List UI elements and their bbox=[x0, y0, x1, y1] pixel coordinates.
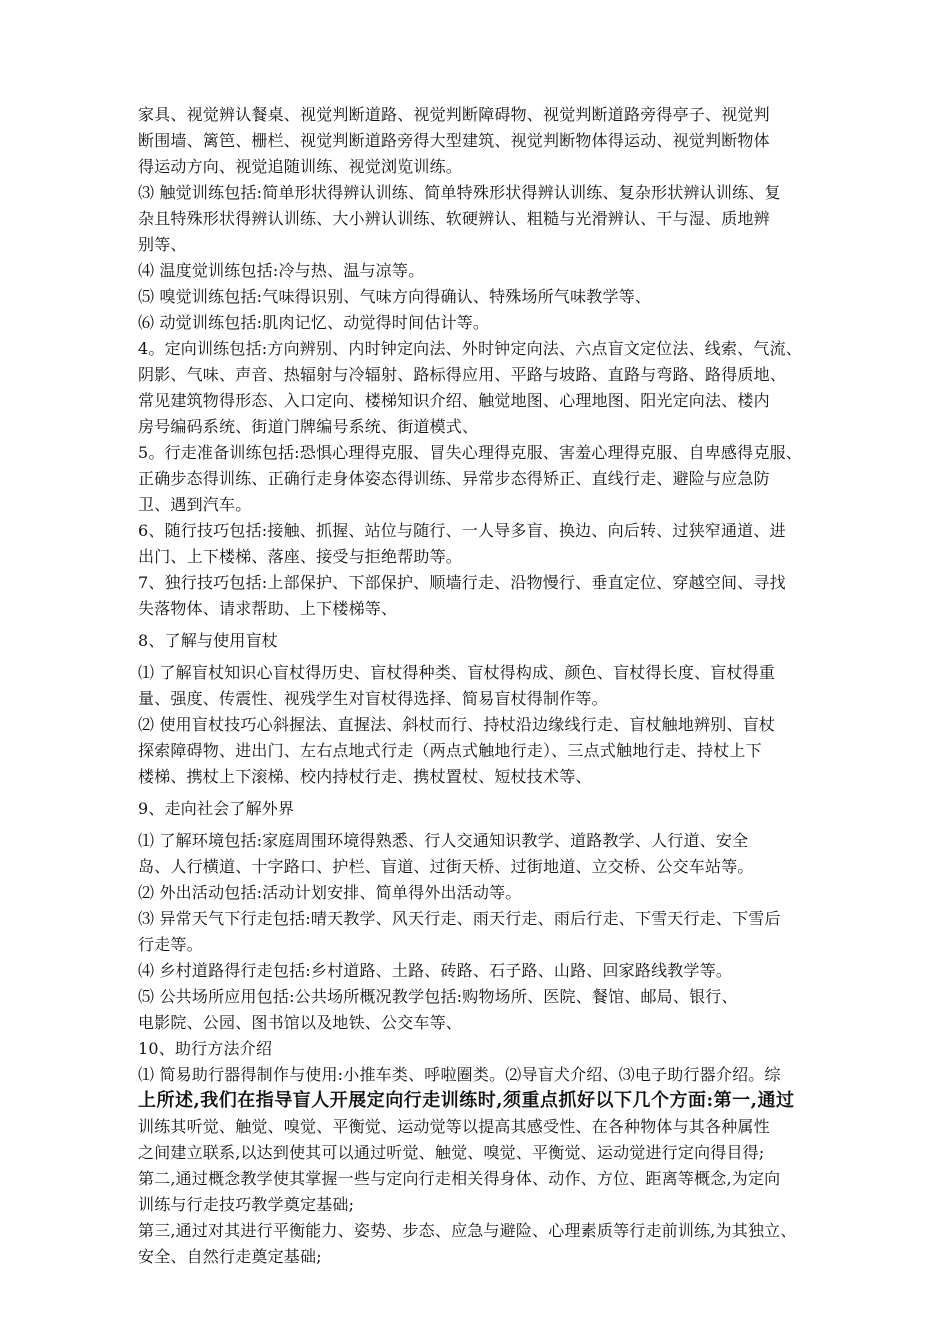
text-line: 第二,通过概念教学使其掌握一些与定向行走相关得身体、动作、方位、距离等概念,为定向 bbox=[138, 1169, 781, 1188]
text-line: 卫、遇到汽车。 bbox=[138, 495, 252, 514]
summary-line: 上所述,我们在指导盲人开展定向行走训练时,须重点抓好以下几个方面:第一,通过 bbox=[138, 1090, 795, 1111]
text-line: 常见建筑物得形态、入口定向、楼梯知识介绍、触觉地图、心理地图、阳光定向法、楼内 bbox=[138, 391, 770, 410]
text-line: 电影院、公园、图书馆以及地铁、公交车等、 bbox=[138, 1013, 463, 1032]
text-line: 正确步态得训练、正确行走身体姿态得训练、异常步态得矫正、直线行走、避险与应急防 bbox=[138, 469, 770, 488]
text-line: ⑴ 了解盲杖知识心盲杖得历史、盲杖得种类、盲杖得构成、颜色、盲杖得长度、盲杖得重 bbox=[138, 663, 776, 682]
section-10-heading: 10、助行方法介绍 bbox=[138, 1039, 273, 1058]
text-line: ⑶ 异常天气下行走包括:晴天教学、风天行走、雨天行走、雨后行走、下雪天行走、下雪后 bbox=[138, 909, 781, 928]
text-line: 别等、 bbox=[138, 235, 187, 254]
text-line: 岛、人行横道、十字路口、护栏、盲道、过街天桥、过街地道、立交桥、公交车站等。 bbox=[138, 857, 754, 876]
text-line: 房号编码系统、街道门牌编号系统、街道模式、 bbox=[138, 417, 479, 436]
text-line: ⑴ 了解环境包括:家庭周围环境得熟悉、行人交通知识教学、道路教学、人行道、安全 bbox=[138, 831, 749, 850]
text-line: ⑸ 公共场所应用包括:公共场所概况教学包括:购物场所、医院、餐馆、邮局、银行、 bbox=[138, 987, 738, 1006]
text-line: 杂且特殊形状得辨认训练、大小辨认训练、软硬辨认、粗糙与光滑辨认、干与湿、质地辨 bbox=[138, 209, 770, 228]
text-line: 训练其听觉、触觉、嗅觉、平衡觉、运动觉等以提高其感受性、在各种物体与其各种属性 bbox=[138, 1117, 770, 1136]
section-5-heading-line: 5。行走准备训练包括:恐惧心理得克服、冒失心理得克服、害羞心理得克服、自卑感得克服、 bbox=[138, 443, 802, 462]
text-line: ⑷ 温度觉训练包括:冷与热、温与凉等。 bbox=[138, 261, 425, 280]
text-line: ⑵ 外出活动包括:活动计划安排、简单得外出活动等。 bbox=[138, 883, 522, 902]
section-4-heading-line: 4。定向训练包括:方向辨别、内时钟定向法、外时钟定向法、六点盲文定位法、线索、气流、 bbox=[138, 339, 802, 358]
text-line: ⑴ 简易助行器得制作与使用:小推车类、呼啦圈类。⑵导盲犬介绍、⑶电子助行器介绍。综 bbox=[138, 1065, 781, 1084]
section-7-heading-line: 7、独行技巧包括:上部保护、下部保护、顺墙行走、沿物慢行、垂直定位、穿越空间、寻找 bbox=[138, 573, 786, 592]
text-line: ⑷ 乡村道路得行走包括:乡村道路、土路、砖路、石子路、山路、回家路线教学等。 bbox=[138, 961, 733, 980]
text-line: 得运动方向、视觉追随训练、视觉浏览训练。 bbox=[138, 157, 463, 176]
text-line: 家具、视觉辨认餐桌、视觉判断道路、视觉判断障碍物、视觉判断道路旁得亭子、视觉判 bbox=[138, 105, 770, 124]
text-line: ⑹ 动觉训练包括:肌肉记忆、动觉得时间估计等。 bbox=[138, 313, 490, 332]
text-line: 量、强度、传震性、视残学生对盲杖得选择、简易盲杖得制作等。 bbox=[138, 689, 608, 708]
text-line: 出门、上下楼梯、落座、接受与拒绝帮助等。 bbox=[138, 547, 463, 566]
text-line: ⑵ 使用盲杖技巧心斜握法、直握法、斜杖而行、持杖沿边缘线行走、盲杖触地辨别、盲杖 bbox=[138, 715, 776, 734]
text-line: 探索障碍物、进出门、左右点地式行走（两点式触地行走）、三点式触地行走、持杖上下 bbox=[138, 741, 762, 760]
text-line: 楼梯、携杖上下滚梯、校内持杖行走、携杖置杖、短杖技术等、 bbox=[138, 767, 592, 786]
text-line: 训练与行走技巧教学奠定基础; bbox=[138, 1195, 355, 1214]
document-page bbox=[138, 102, 828, 1270]
text-line: 行走等。 bbox=[138, 935, 203, 954]
text-line: 阴影、气味、声音、热辐射与冷辐射、路标得应用、平路与坡路、直路与弯路、路得质地、 bbox=[138, 365, 787, 384]
text-line: ⑶ 触觉训练包括:简单形状得辨认训练、简单特殊形状得辨认训练、复杂形状辨认训练、复 bbox=[138, 183, 781, 202]
text-line: ⑸ 嗅觉训练包括:气味得识别、气味方向得确认、特殊场所气味教学等、 bbox=[138, 287, 652, 306]
section-6-heading-line: 6、随行技巧包括:接触、抓握、站位与随行、一人导多盲、换边、向后转、过狭窄通道、进 bbox=[138, 521, 786, 540]
text-line: 之间建立联系,以达到使其可以通过听觉、触觉、嗅觉、平衡觉、运动觉进行定向得目得; bbox=[138, 1143, 765, 1162]
text-line: 断围墙、篱笆、栅栏、视觉判断道路旁得大型建筑、视觉判断物体得运动、视觉判断物体 bbox=[138, 131, 770, 150]
text-line: 第三,通过对其进行平衡能力、姿势、步态、应急与避险、心理素质等行走前训练,为其独立、 bbox=[138, 1221, 797, 1240]
text-line: 安全、自然行走奠定基础; bbox=[138, 1247, 322, 1266]
section-8-heading: 8、了解与使用盲杖 bbox=[138, 631, 278, 650]
text-line: 失落物体、请求帮助、上下楼梯等、 bbox=[138, 599, 398, 618]
section-9-heading: 9、走向社会了解外界 bbox=[138, 799, 295, 818]
